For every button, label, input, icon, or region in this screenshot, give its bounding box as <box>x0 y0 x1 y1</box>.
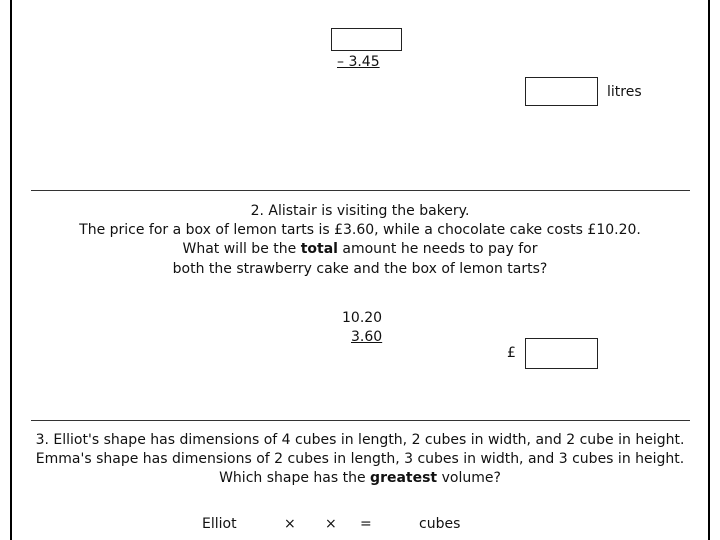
q3-row1-equals: = <box>360 516 372 532</box>
q1-litres-answer-box[interactable] <box>525 77 598 106</box>
q3-line-1: 3. Elliot's shape has dimensions of 4 cubes in length, 2 cubes in width, and 2 cube in height. <box>35 432 685 448</box>
q2-line-4: both the strawberry cake and the box of lemon tarts? <box>172 261 548 277</box>
q3-row1-name: Elliot <box>202 516 237 532</box>
q3-row1-times-2: × <box>325 516 337 532</box>
q2-line-3 <box>0 240 720 259</box>
q3-line-3-pre: Which shape has the <box>219 470 371 486</box>
q2-line-2: The price for a box of lemon tarts is £3.60, while a chocolate cake costs £10.20. <box>79 222 641 238</box>
q2-addend-2: 3.60 <box>351 329 383 345</box>
q1-subtrahend: – 3.45 <box>337 54 380 70</box>
q2-line-3-pre: What will be the <box>182 241 301 257</box>
q2-line-1: 2. Alistair is visiting the bakery. <box>250 203 470 219</box>
q3-row1-times-1: × <box>284 516 296 532</box>
q2-currency-symbol: £ <box>507 345 516 361</box>
q2-line-3-post: amount he needs to pay for <box>337 241 538 257</box>
q3-line-2: Emma's shape has dimensions of 2 cubes in length, 3 cubes in width, and 3 cubes in height. <box>35 451 685 467</box>
q1-unit-label: litres <box>607 84 642 100</box>
q2-addend-1: 10.20 <box>342 310 383 326</box>
section-divider-1 <box>31 190 690 191</box>
q2-line-3-bold: total <box>300 241 338 257</box>
q3-row1-unit: cubes <box>419 516 461 532</box>
q3-line-3 <box>0 469 720 488</box>
q1-answer-top-box[interactable] <box>331 28 402 51</box>
q2-answer-box[interactable] <box>525 338 598 369</box>
q3-line-3-post: volume? <box>437 470 501 486</box>
q3-line-3-bold: greatest <box>370 470 438 486</box>
section-divider-2 <box>31 420 690 421</box>
